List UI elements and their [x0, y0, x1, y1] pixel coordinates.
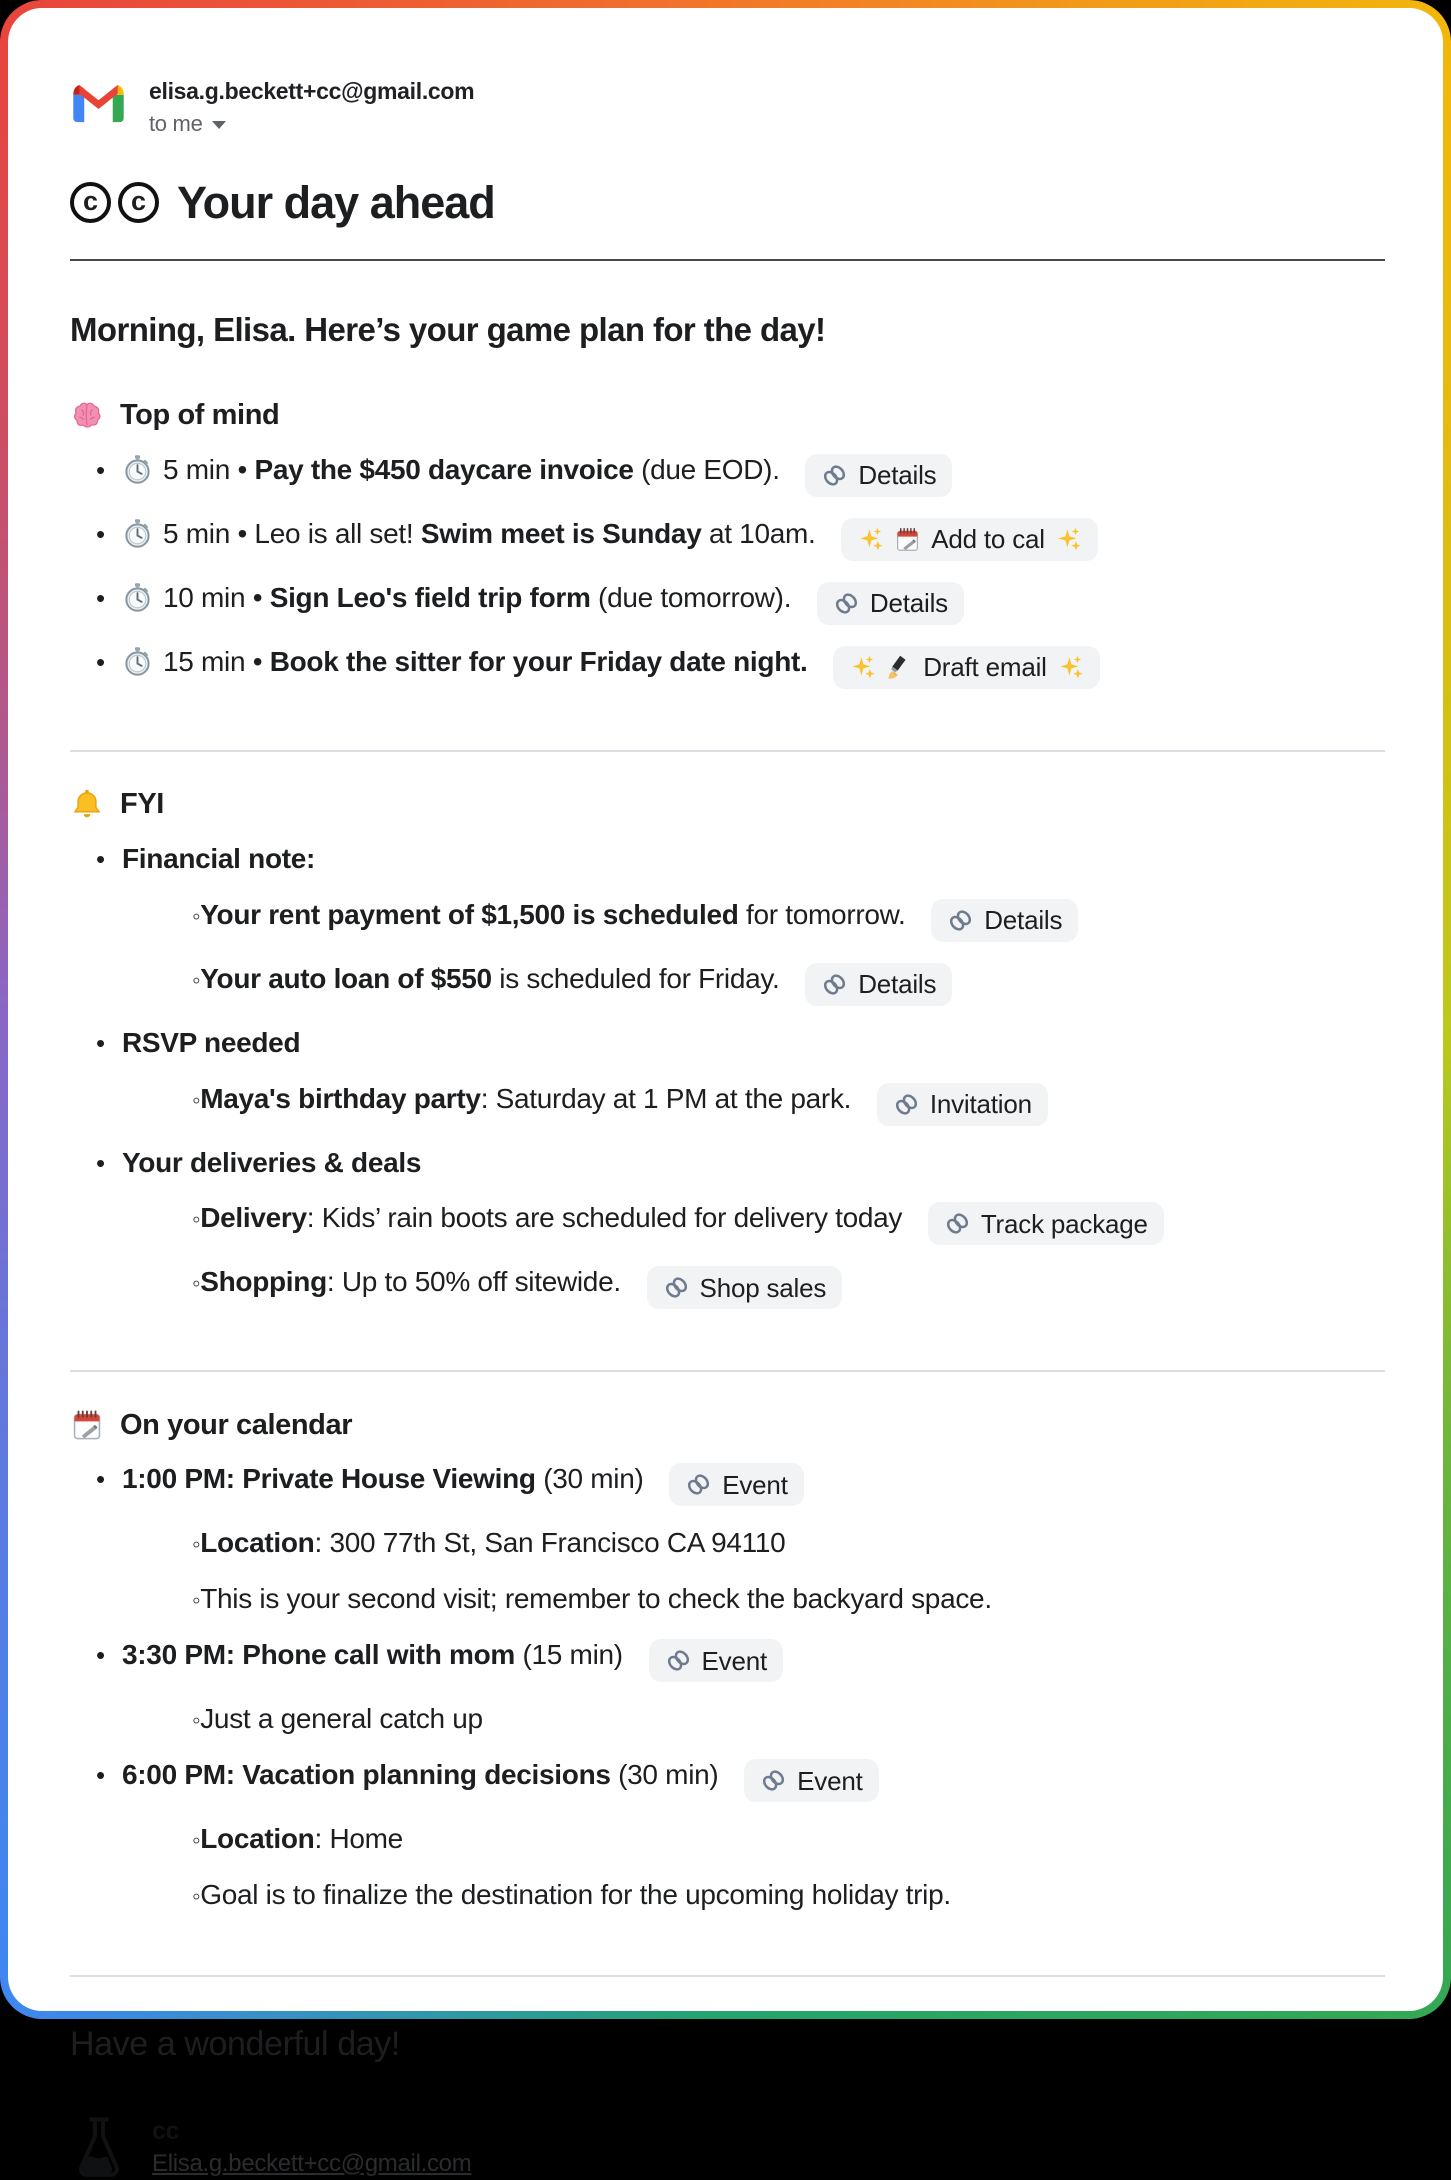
signature: [70, 2114, 1385, 2180]
flask-icon: [70, 2114, 128, 2180]
footer-block: [70, 1975, 1385, 2180]
action-label: Draft email: [923, 652, 1047, 683]
email-card: [8, 8, 1443, 2177]
sparkles-icon: [849, 654, 876, 681]
bullet-list: [70, 1461, 1385, 1914]
list-item: [96, 1757, 1385, 1914]
item-text: Maya's birthday party: Saturday at 1 PM at the park. Invitation: [200, 1083, 1048, 1114]
email-header: [70, 78, 1385, 137]
bullet-list: [70, 841, 1385, 1310]
link-icon: [893, 1091, 920, 1118]
sub-list-item: [166, 1701, 1385, 1738]
brain-icon: [70, 399, 104, 433]
sub-list: [122, 1200, 1385, 1309]
link-icon: [685, 1471, 712, 1498]
sub-list-item: [166, 1581, 1385, 1618]
section-heading: [70, 399, 1385, 433]
bullet-list: [70, 452, 1385, 689]
section-heading-label: Top of mind: [120, 399, 280, 432]
list-item: [96, 580, 1385, 625]
action-label: Details: [984, 905, 1063, 936]
item-text: Financial note:: [122, 842, 316, 874]
sparkles-icon: [1055, 526, 1082, 553]
section-heading: [70, 788, 1385, 822]
section-heading: [70, 1408, 1385, 1442]
sub-list-item: [166, 1200, 1385, 1245]
link-icon: [821, 462, 848, 489]
cc-badge: c: [118, 182, 159, 223]
draft-email-button[interactable]: [833, 646, 1100, 689]
sections-container: [70, 363, 1385, 1976]
writing-hand-icon: [886, 654, 913, 681]
bell-icon: [70, 788, 104, 822]
link-icon: [665, 1647, 692, 1674]
calendar-icon: [70, 1408, 104, 1442]
sparkles-icon: [857, 526, 884, 553]
signature-details: [152, 2117, 471, 2178]
section-heading-label: FYI: [120, 788, 164, 821]
details-button[interactable]: [805, 454, 952, 497]
item-text: 10 min • Sign Leo's field trip form (due tomorrow). Details: [122, 582, 964, 613]
sub-list: [122, 1081, 1385, 1126]
stopwatch-icon: [122, 454, 153, 485]
item-text: RSVP needed: [122, 1026, 301, 1058]
sub-list-item: [166, 897, 1385, 942]
link-icon: [944, 1210, 971, 1237]
sub-list: [122, 1821, 1385, 1914]
item-text: 5 min • Pay the $450 daycare invoice (due EOD). Details: [122, 454, 952, 485]
link-icon: [663, 1274, 690, 1301]
list-item: [96, 1025, 1385, 1126]
event-button[interactable]: [649, 1639, 784, 1682]
event-button[interactable]: [744, 1759, 879, 1802]
link-icon: [947, 907, 974, 934]
action-label: Event: [722, 1469, 788, 1500]
item-text: Just a general catch up: [200, 1703, 483, 1735]
item-text: Location: Home: [200, 1823, 403, 1855]
list-item: [96, 1461, 1385, 1618]
item-text: 1:00 PM: Private House Viewing (30 min) Event: [122, 1463, 804, 1494]
section-fyi: [70, 750, 1385, 1371]
sub-list: [122, 1525, 1385, 1618]
sub-list-item: [166, 961, 1385, 1006]
sub-list-item: [166, 1081, 1385, 1126]
action-label: Shop sales: [699, 1272, 827, 1303]
action-label: Details: [869, 588, 948, 619]
link-icon: [833, 590, 860, 617]
list-item: [96, 841, 1385, 1006]
sub-list: [122, 897, 1385, 1006]
sender-email: elisa.g.beckett+cc@gmail.com: [149, 78, 475, 104]
sub-list-item: [166, 1877, 1385, 1914]
item-text: Your rent payment of $1,500 is scheduled for tomorrow. Details: [200, 899, 1078, 930]
stopwatch-icon: [122, 582, 153, 613]
sender-block: [149, 78, 474, 137]
greeting-text: Morning, Elisa. Here’s your game plan for the day!: [70, 310, 826, 348]
action-label: Track package: [980, 1208, 1148, 1239]
stopwatch-icon: [122, 646, 153, 677]
section-calendar: [70, 1370, 1385, 1975]
section-top-of-mind: [70, 363, 1385, 750]
item-text: Your deliveries & deals: [122, 1146, 422, 1178]
list-item: [96, 644, 1385, 689]
link-icon: [821, 971, 848, 998]
action-label: Event: [701, 1645, 767, 1676]
sub-list-item: [166, 1821, 1385, 1858]
to-me-dropdown[interactable]: [149, 111, 474, 137]
details-button[interactable]: [805, 963, 952, 1006]
title-divider: [70, 259, 1385, 261]
item-text: 3:30 PM: Phone call with mom (15 min) Event: [122, 1639, 783, 1670]
cc-badges-icon: [70, 182, 159, 223]
gmail-logo: [70, 81, 127, 125]
item-text: 15 min • Book the sitter for your Friday date night. Draft email: [122, 646, 1100, 677]
stopwatch-icon: [122, 518, 153, 549]
list-item: [96, 1145, 1385, 1310]
subject-title: Your day ahead: [177, 176, 495, 228]
cc-badge: c: [70, 182, 111, 223]
list-item: [96, 516, 1385, 561]
list-item: [96, 1637, 1385, 1738]
subject-row: [70, 177, 1385, 229]
action-label: Event: [797, 1765, 863, 1796]
sub-list-item: [166, 1525, 1385, 1562]
section-heading-label: On your calendar: [120, 1408, 353, 1441]
track-package-button[interactable]: [928, 1202, 1164, 1245]
item-text: Your auto loan of $550 is scheduled for Friday. Details: [200, 963, 952, 994]
list-item: [96, 452, 1385, 497]
action-label: Details: [858, 460, 937, 491]
sub-list-item: [166, 1264, 1385, 1309]
signature-email-link[interactable]: Elisa.g.beckett+cc@gmail.com: [152, 2149, 472, 2177]
details-button[interactable]: [817, 582, 964, 625]
invitation-button[interactable]: [877, 1083, 1048, 1126]
details-button[interactable]: [931, 899, 1078, 942]
dropdown-arrow-icon: [212, 121, 226, 129]
add-to-cal-button[interactable]: [841, 518, 1098, 561]
link-icon: [760, 1767, 787, 1794]
signature-name: cc: [152, 2116, 180, 2145]
item-text: Shopping: Up to 50% off sitewide. Shop sales: [200, 1266, 842, 1297]
item-text: This is your second visit; remember to check the backyard space.: [200, 1583, 992, 1615]
item-text: Delivery: Kids’ rain boots are scheduled for delivery today Track package: [200, 1202, 1164, 1233]
action-label: Add to cal: [931, 524, 1045, 555]
event-button[interactable]: [669, 1463, 804, 1506]
item-text: 5 min • Leo is all set! Swim meet is Sunday at 10am. Add to cal: [122, 518, 1098, 549]
shop-sales-button[interactable]: [647, 1266, 843, 1309]
to-me-label: to me: [149, 110, 203, 136]
calendar-icon: [894, 526, 921, 553]
sparkles-icon: [1057, 654, 1084, 681]
item-text: Location: 300 77th St, San Francisco CA 94110: [200, 1527, 786, 1559]
action-label: Details: [858, 969, 937, 1000]
item-text: Goal is to finalize the destination for the upcoming holiday trip.: [200, 1879, 951, 1911]
action-label: Invitation: [929, 1089, 1032, 1119]
closing-text: Have a wonderful day!: [70, 2025, 400, 2064]
item-text: 6:00 PM: Vacation planning decisions (30 min) Event: [122, 1759, 879, 1790]
sub-list: [122, 1701, 1385, 1738]
